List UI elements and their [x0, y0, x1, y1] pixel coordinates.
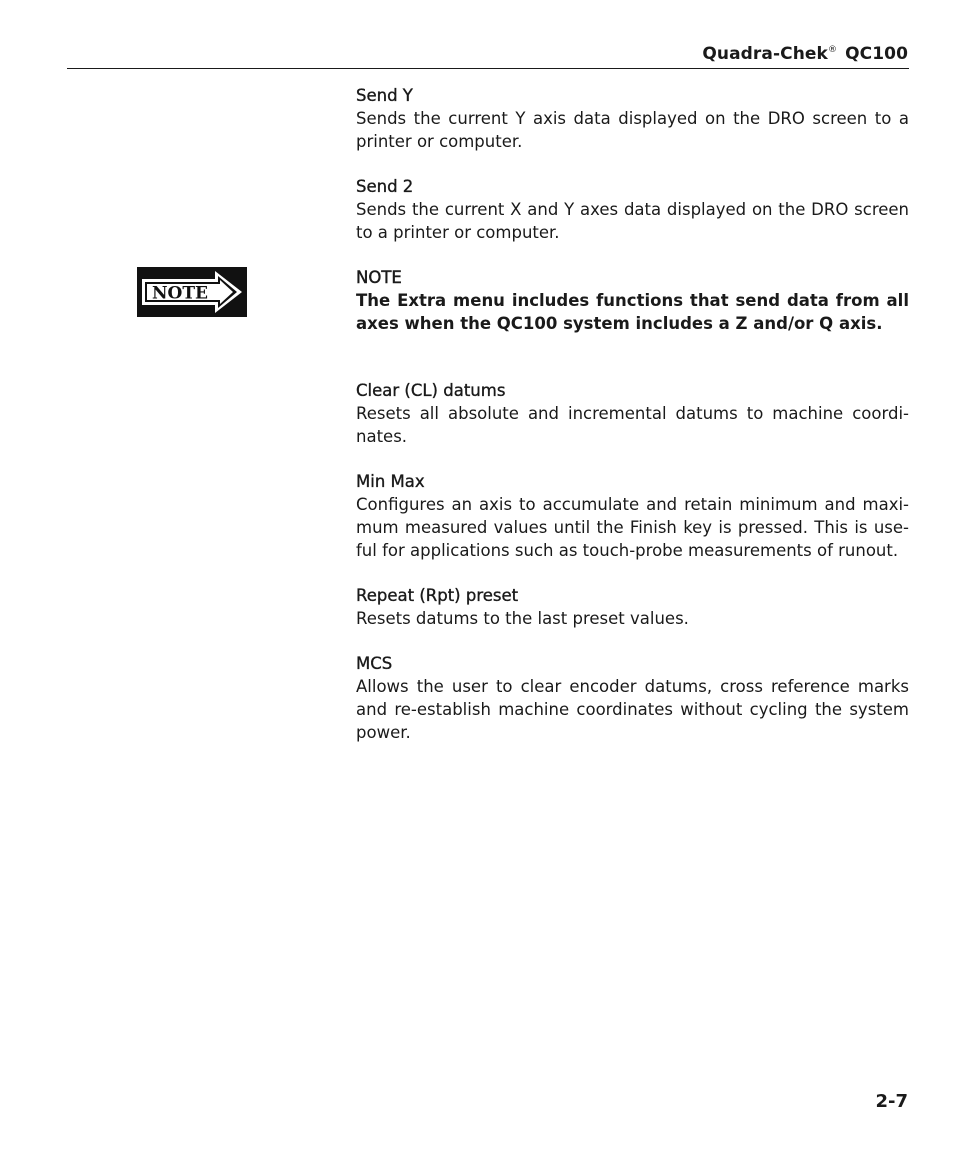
section-body: Configures an axis to accumulate and retain minimum and maxi-mum measured values until the Finish key is pressed. This is use-ful for applications such as touch-probe measurements of runout.	[356, 495, 909, 560]
header-title-suffix: QC100	[839, 44, 908, 64]
section-title: MCS	[356, 654, 393, 673]
section-repeat-preset	[356, 584, 909, 630]
section-send-2	[356, 175, 909, 244]
note-icon-label: NOTE	[152, 283, 208, 304]
note-title: NOTE	[356, 268, 402, 287]
trademark-symbol: ®	[827, 45, 838, 55]
section-title: Min Max	[356, 472, 425, 491]
note-body: The Extra menu includes functions that send data from all axes when the QC100 system includes a Z and/or Q axis.	[356, 291, 909, 333]
section-title: Send 2	[356, 177, 414, 196]
note-callout	[356, 266, 909, 335]
section-clear-datums	[356, 379, 909, 448]
section-mcs	[356, 652, 909, 744]
header-title	[702, 44, 908, 64]
section-send-y	[356, 84, 909, 153]
header-rule	[67, 68, 909, 69]
section-body: Sends the current Y axis data displayed on the DRO screen to a printer or computer.	[356, 109, 909, 151]
section-body: Resets all absolute and incremental datums to machine coordi-nates.	[356, 404, 909, 446]
section-body: Sends the current X and Y axes data displayed on the DRO screen to a printer or computer.	[356, 200, 909, 242]
page-number: 2-7	[875, 1091, 908, 1112]
note-arrow-icon	[137, 267, 247, 317]
section-body: Resets datums to the last preset values.	[356, 609, 689, 628]
header-title-prefix: Quadra-Chek	[702, 44, 828, 64]
section-title: Clear (CL) datums	[356, 381, 506, 400]
section-title: Repeat (Rpt) preset	[356, 586, 519, 605]
section-min-max	[356, 470, 909, 562]
content-column	[356, 84, 909, 766]
section-body: Allows the user to clear encoder datums, cross reference marks and re-establish machine coordinates without cycling the system power.	[356, 677, 909, 742]
section-title: Send Y	[356, 86, 413, 105]
